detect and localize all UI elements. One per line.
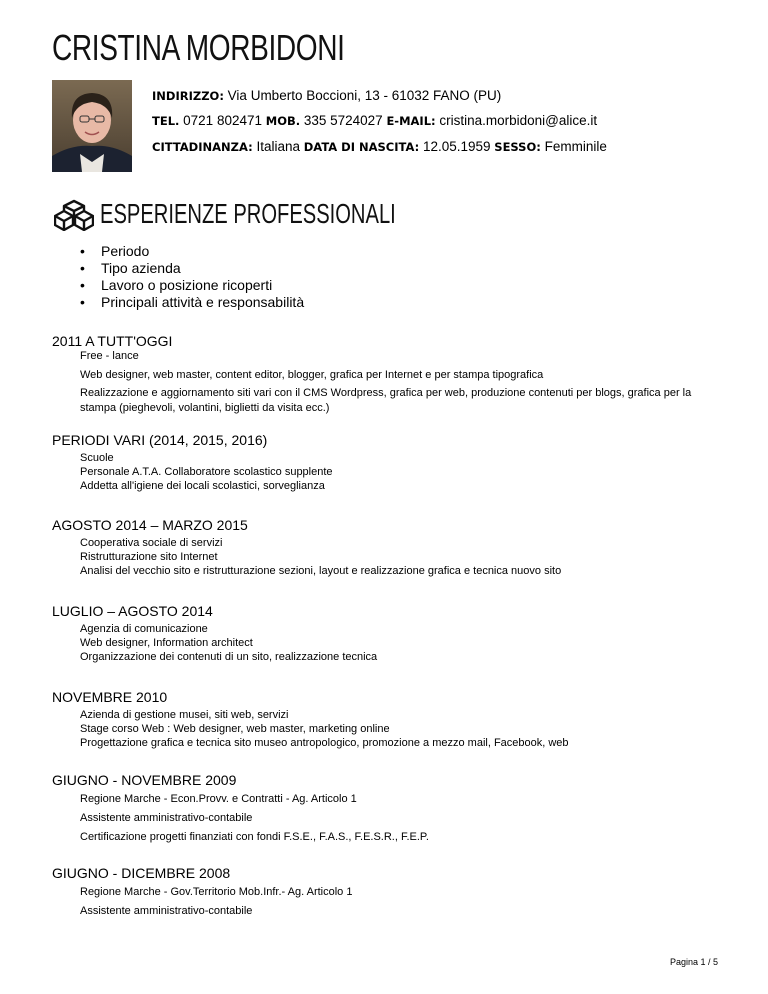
entry-company: Free - lance (80, 350, 139, 362)
person-name: CRISTINA MORBIDONI (52, 27, 345, 68)
address-line (152, 88, 501, 103)
entry-period: PERIODI VARI (2014, 2015, 2016) (52, 432, 268, 448)
mob-label: MOB. (265, 114, 301, 128)
personal-line (152, 139, 607, 154)
entry-company: Azienda di gestione musei, siti web, servizi (80, 709, 289, 721)
entry-period: GIUGNO - NOVEMBRE 2009 (52, 772, 237, 788)
entry-role: Ristrutturazione sito Internet (80, 551, 218, 563)
tel-label: TEL. (152, 114, 180, 128)
sex-value: Femminile (540, 139, 607, 154)
entry-company: Regione Marche - Econ.Provv. e Contratti - Ag. Articolo 1 (80, 793, 357, 805)
profile-photo (52, 80, 132, 172)
page-number: Pagina 1 / 5 (669, 957, 718, 967)
entry-period: AGOSTO 2014 – MARZO 2015 (52, 517, 248, 533)
entry-company: Cooperativa sociale di servizi (80, 537, 223, 549)
contact-line (152, 113, 597, 128)
birthdate-value: 12.05.1959 (419, 139, 495, 154)
entry-role: Web designer, Information architect (80, 637, 253, 649)
list-item: • Lavoro o posizione ricoperti (80, 277, 304, 294)
entry-role: Assistente amministrativo-contabile (80, 812, 253, 824)
entry-company: Scuole (80, 452, 114, 464)
tel-value: 0721 802471 (179, 113, 266, 128)
entry-role: Assistente amministrativo-contabile (80, 905, 253, 917)
birthdate-label: DATA DI NASCITA: (303, 140, 420, 154)
email-label: E-MAIL: (386, 114, 436, 128)
address-label: INDIRIZZO: (152, 89, 224, 103)
cubes-icon (54, 199, 94, 231)
entry-activities: Addetta all'igiene dei locali scolastici, sorveglianza (80, 480, 325, 492)
mob-value: 335 5724027 (300, 113, 387, 128)
entry-activities: Progettazione grafica e tecnica sito museo antropologico, promozione a mezzo mail, Facebook, web (80, 737, 569, 749)
section-title: ESPERIENZE PROFESSIONALI (100, 198, 396, 229)
entry-period: GIUGNO - DICEMBRE 2008 (52, 865, 231, 881)
entry-role: Stage corso Web : Web designer, web master, marketing online (80, 723, 390, 735)
entry-activities: Certificazione progetti finanziati con fondi F.S.E., F.A.S., F.E.S.R., F.E.P. (80, 831, 429, 843)
list-item: • Periodo (80, 243, 304, 260)
sex-label: SESSO: (494, 140, 541, 154)
entry-activities: Analisi del vecchio sito e ristrutturazione sezioni, layout e realizzazione grafica e tecnica nuovo sito (80, 565, 562, 577)
entry-activities: Organizzazione dei contenuti di un sito, realizzazione tecnica (80, 651, 378, 663)
entry-period: NOVEMBRE 2010 (52, 689, 168, 705)
list-item: • Tipo azienda (80, 260, 304, 277)
entry-period: LUGLIO – AGOSTO 2014 (52, 603, 213, 619)
entry-role: Personale A.T.A. Collaboratore scolastico supplente (80, 466, 333, 478)
entry-company: Regione Marche - Gov.Territorio Mob.Infr.- Ag. Articolo 1 (80, 886, 353, 898)
entry-company: Agenzia di comunicazione (80, 623, 208, 635)
entry-role: Web designer, web master, content editor, blogger, grafica per Internet e per stampa tipografica (80, 369, 544, 381)
citizenship-value: Italiana (252, 139, 304, 154)
entry-activities: Realizzazione e aggiornamento siti vari con il CMS Wordpress, grafica per web, produzione contenuti per blogs, grafica per la stampa (pieghevoli, volantini, biglietti da visita ecc.) (80, 387, 692, 414)
entry-period: 2011 A TUTT'OGGI (52, 333, 173, 349)
address-value: Via Umberto Boccioni, 13 - 61032 FANO (PU) (223, 88, 502, 103)
legend-list (80, 243, 304, 311)
citizenship-label: CITTADINANZA: (152, 140, 253, 154)
email-value: cristina.morbidoni@alice.it (435, 113, 598, 128)
list-item: • Principali attività e responsabilità (80, 294, 304, 311)
